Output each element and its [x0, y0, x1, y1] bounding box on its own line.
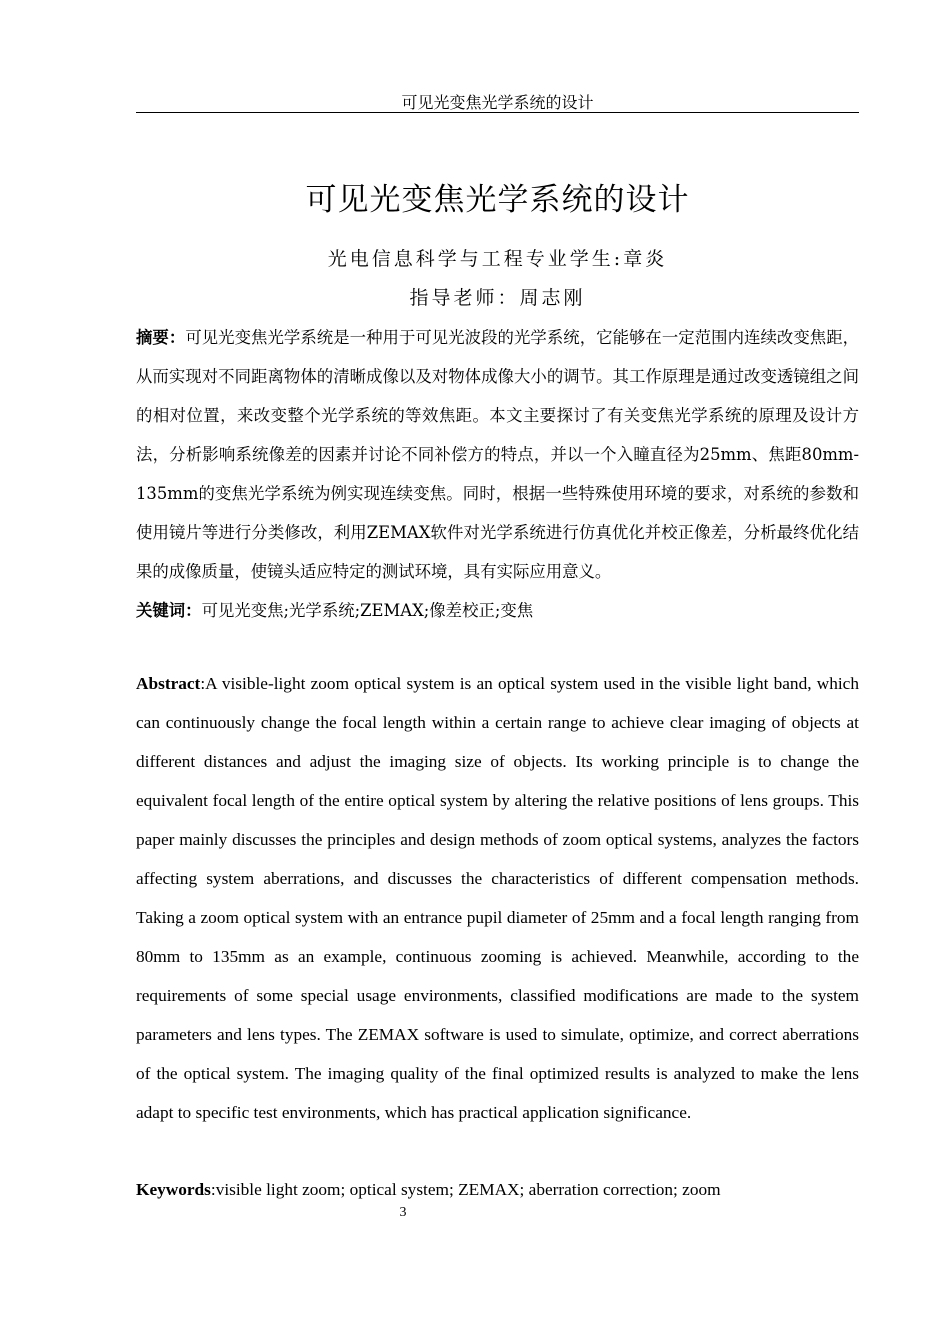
running-header: 可见光变焦光学系统的设计 [401, 93, 594, 112]
advisor-line: 指导老师：周志刚 [409, 287, 586, 309]
english-keywords-label: Keywords [136, 1180, 211, 1199]
chinese-abstract [136, 318, 859, 591]
english-abstract [136, 664, 859, 1132]
english-keywords-text: :visible light zoom; optical system; ZEMAX; aberration correction; zoom [210, 1180, 721, 1199]
author-line: 光电信息科学与工程专业学生:章炎 [327, 248, 668, 270]
chinese-abstract-label: 摘要： [136, 328, 186, 347]
paper-title: 可见光变焦光学系统的设计 [305, 182, 690, 218]
chinese-abstract-section [136, 318, 859, 630]
english-keywords [136, 1170, 859, 1209]
chinese-abstract-text: 可见光变焦光学系统是一种用于可见光波段的光学系统，它能够在一定范围内连续改变焦距，从而实现对不同距离物体的清晰成像以及对物体成像大小的调节。其工作原理是通过改变透镜组之间的相对位置，来改变整个光学系统的等效焦距。本文主要探讨了有关变焦光学系统的原理及设计方法，分析影响系统像差的因素并讨论不同补偿方的特点，并以一个入瞳直径为25mm、焦距80mm-135mm的变焦光学系统为例实现连续变焦。同时，根据一些特殊使用环境的要求，对系统的参数和使用镜片等进行分类修改，利用ZEMAX软件对光学系统进行仿真优化并校正像差，分析最终优化结果的成像质量，使镜头适应特定的测试环境，具有实际应用意义。 [136, 328, 860, 581]
english-abstract-label: Abstract [136, 674, 201, 693]
english-abstract-text: :A visible-light zoom optical system is an optical system used in the visible light band, which can continuously change the focal length within a certain range to achieve clear imaging of objects at different distances and adjust the imaging size of objects. Its working principle is to change the equivalent focal length of the entire optical system by altering the relative positions of lens groups. This paper mainly discusses the principles and design methods of zoom optical systems, analyzes the factors affecting system aberrations, and discusses the characteristics of different compensation methods. Taking a zoom optical system with an entrance pupil diameter of 25mm and a focal length ranging from 80mm to 135mm as an example, continuous zooming is achieved. Meanwhile, according to the requirements of some special usage environments, classified modifications are made to the system parameters and lens types. The ZEMAX software is used to simulate, optimize, and correct aberrations of the optical system. The imaging quality of the final optimized results is analyzed to make the lens adapt to specific test environments, which has practical application significance. [136, 674, 859, 1122]
page-number: 3 [399, 1205, 407, 1220]
chinese-keywords [136, 591, 859, 630]
english-abstract-section [136, 664, 859, 1132]
header-divider [136, 112, 859, 113]
chinese-keywords-text: 可见光变焦;光学系统;ZEMAX;像差校正;变焦 [201, 601, 534, 620]
chinese-keywords-label: 关键词： [136, 601, 202, 620]
